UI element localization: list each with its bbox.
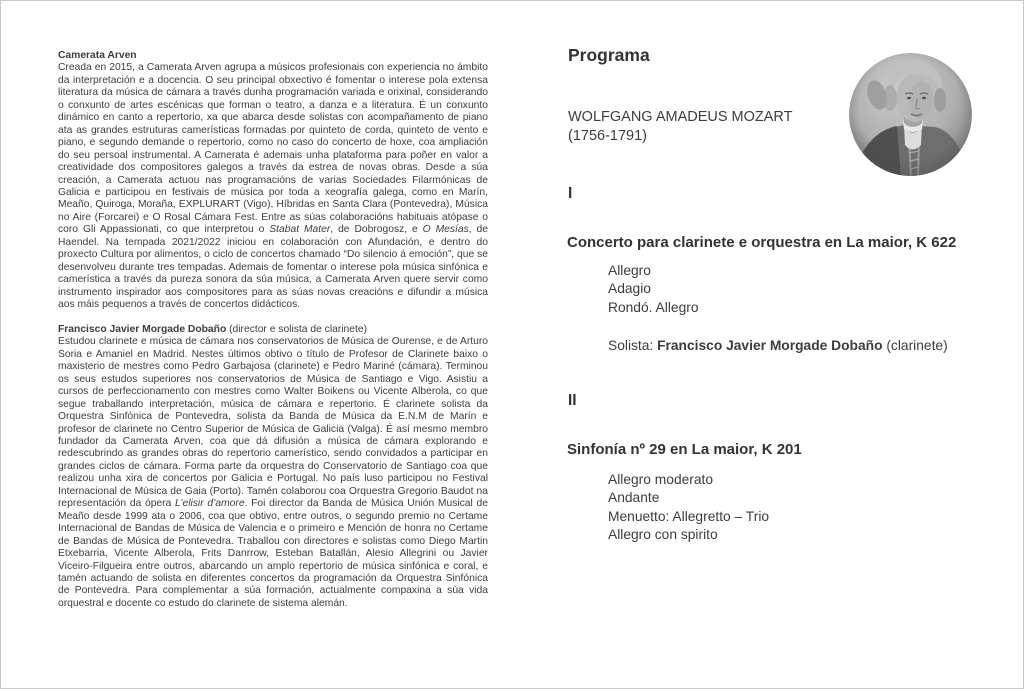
movement: Allegro — [608, 263, 651, 278]
work-1-title: Concerto para clarinete e orquestra en La maior, K 622 — [567, 234, 957, 251]
composer-name: WOLFGANG AMADEUS MOZART — [568, 109, 793, 125]
movement: Allegro moderato — [608, 472, 714, 487]
mozart-portrait — [849, 53, 972, 176]
work-2-title: Sinfonía nº 29 en La maior, K 201 — [567, 441, 802, 458]
work-title-italic: O Mesías — [422, 224, 469, 236]
movement: Adagio — [608, 281, 651, 297]
work-2-movements — [608, 471, 769, 544]
camerata-paragraph-1: Creada en 2015, a Camerata Arven agrupa a músicos profesionais con experiencia no ámbito da interpretación e a docencia. O seu principal obxectivo é fomentar o interese pola extensa literatura da música de cámara a través dunha programación variada e orixinal, considerando o conxunto de artes escénicas que forman o teatro, a danza e a literatura. É un conxunto dinámico en canto a repertorio, xa que abarca desde solistas con acompañamento de piano ata as grandes estruturas camerísticas formadas por quinteto de corda, quinteto de vento e piano, e segundo demande o repertorio, como no caso do concerto de hoxe, coa ampliación do seu persoal instrumental. A Camerata é ademais unha plataforma para poñer en valor a creatividade dos compositores galegos a través da estrea de novas obras. — [58, 62, 488, 174]
part-1-numeral: I — [568, 185, 573, 202]
camerata-heading: Camerata Arven — [58, 50, 137, 61]
composer-dates: (1756-1791) — [568, 128, 647, 144]
camerata-section — [58, 50, 488, 312]
movement: Menuetto: Allegretto – Trio — [608, 508, 770, 524]
movement: Rondó. Allegro — [608, 299, 699, 315]
movement: Allegro con spirito — [608, 526, 718, 542]
director-heading-role: (director e solista de clarinete) — [226, 323, 368, 335]
mozart-portrait-icon — [849, 53, 972, 176]
work-1-movements — [608, 262, 699, 317]
program-title: Programa — [568, 45, 650, 65]
director-paragraph: Estudou clarinete e música de cámara nos conservatorios de Música de Ourense, e de Arturo Soria e Amaniel en Madrid. Nestes últimos obtivo o título de Profesor de Clarinete baixo o maxisterio de mestres como Pedro Garbajosa (clarinete) e Pedro Mariné (cámara). Terminou os seus estudos superiores nos conservatorios de Música de Santiago e Vigo. Asistiu a cursos de perfeccionamento con mestres como Walter Boikens ou Vicente Alberola, co que segue traballando interpretación, música de cámara e repertorio. É clarinete solista da Orquestra Sinfónica de Pontevedra, solista da Banda de Música da E.N.M de Marín e profesor de clarinete no Centro Superior de Música de Galicia (Valga). É así mesmo membro fundador da Camerata Arven, coa que dá difusión a música de cámara explorando e redescubrindo as grandes obras do repertorio camerístico, sendo convidados a participar en grandes ciclos de cámara. Forma parte da orquestra do Conservatorio de Santiago coa que realizou unha xira de concertos por Galicia e Portugal. No país luso participou no Festival Internacional de Música de Gaia (Porto). Tamén colaborou coa Orquestra Gregorio Baudot na representación da ópera L’elisir d’amore. Foi director da Banda de Música Unión Musical de Meaño desde 1999 ata o 2006, coa que obtivo, entre outros, o segundo premio no Certame Internacional de Bandas de Música de Valencia e o primeiro e Mención de honra no Certame de Bandas de Música de Pontevedra. Traballou con directores e solistas como Diego Martin Etxebarria, Vicente Alberola, Frits Danrrow, Esteban Batallán, Alesio Allegrini ou Javier Viceiro-Filgueira entre outros, abarcando un amplo repertorio de música sinfónica e coral, e tamén actuando de solista en diferentes concertos da programación da Orquestra Sinfónica de Pontevedra. Para complementar a súa formación, actualmente compaxina a súa vida orquestral e docente co estudo do clarinete de sistema alemán. — [58, 336, 488, 609]
soloist-instrument: (clarinete) — [882, 338, 948, 353]
director-heading-name: Francisco Javier Morgade Dobaño — [58, 323, 227, 335]
left-column — [58, 50, 488, 610]
work-title-italic: Stabat Mater — [269, 224, 331, 236]
camerata-paragraph-2: Desde a súa creación, a Camerata actuou nas programacións de varias Sociedades Filarmónicas de Galicia e participou en festivais de música por toda a xeografía galega, como en Marín, Meaño, Quiroga, Moraña, EXPLURART (Vigo), Híbridas en Santa Clara (Pontevedra), Música no Aire (Forcarei) e O Rosal Cámara Fest. Entre as súas colaboracións habituais atópase o coro Gli Appassionati, co que interpretou o Stabat Mater, de Dobrogosz, e O Mesías, de Haendel. Na tempada 2021/2022 iniciou en colaboración con Afundación, e dentro do proxecto Cultura por alimentos, o ciclo de concertos chamado “Do silencio á emoción”, que se desenvolveu durante tres tempadas. Ademais de fomentar o interese pola música sinfónica e camerística a través da pureza sonora da súa música, a Camerata Arven quere servir como instrumento inspirador aos compositores para as súas novas creacións e difundir a música aos máis pequenos a través de concertos didácticos. — [58, 162, 489, 311]
director-section — [58, 324, 488, 610]
movement: Andante — [608, 490, 660, 506]
part-2-numeral: II — [568, 392, 577, 409]
opera-title-italic: L’elisir d’amore — [175, 498, 245, 510]
composer-block — [568, 108, 793, 146]
soloist-line — [608, 338, 948, 353]
section-gap — [58, 312, 488, 324]
soloist-label: Solista: — [608, 338, 658, 353]
soloist-name: Francisco Javier Morgade Dobaño — [657, 338, 883, 353]
